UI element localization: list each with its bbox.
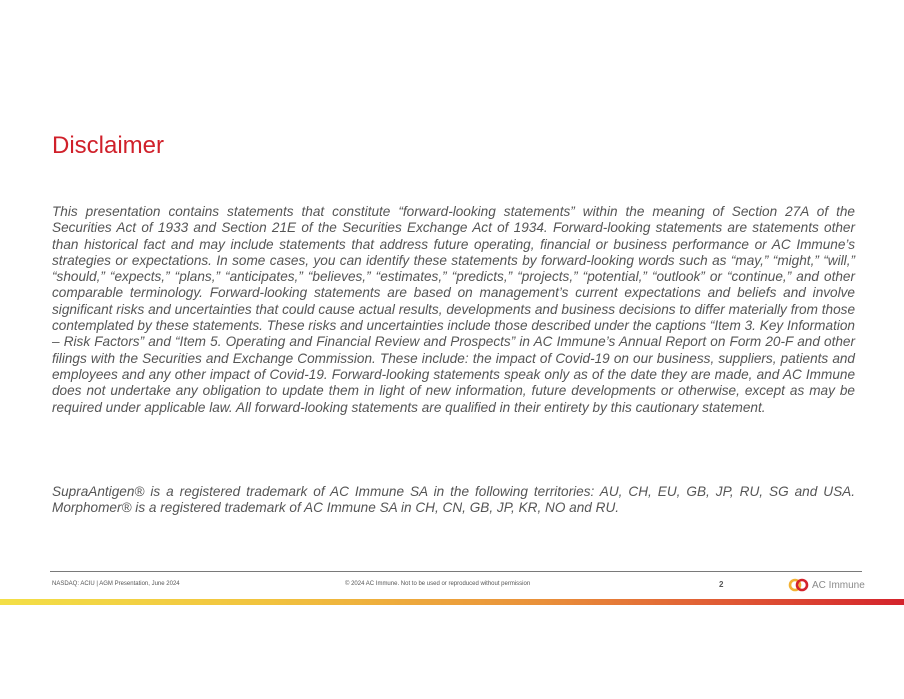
footer-event-label: NASDAQ: ACIU | AGM Presentation, June 2024 — [52, 581, 180, 587]
slide-title: Disclaimer — [52, 132, 165, 159]
page-number: 2 — [719, 580, 724, 589]
company-logo — [788, 577, 865, 593]
footer-divider — [50, 571, 862, 572]
disclaimer-paragraph: This presentation contains statements that constitute “forward-looking statements” within the meaning of Section 27A of the Securities Act of 1933 and Section 21E of the Securities Exchange Act of 1934. Forward-looking statements are statements other than historical fact and may include statements that address future operating, financial or business performance or AC Immune’s strategies or expectations. In some cases, you can identify these statements by forward-looking words such as “may,” “might,” “will,” “should,” “expects,” “plans,” “anticipates,” “believes,” “estimates,” “predicts,” “projects,” “potential,” “outlook” or “continue,” and other comparable terminology. Forward-looking statements are based on management’s current expectations and beliefs and involve significant risks and uncertainties that could cause actual results, developments and business decisions to differ materially from those contemplated by these statements. These risks and uncertainties include those described under the captions “Item 3. Key Information – Risk Factors” and “Item 5. Operating and Financial Review and Prospects” in AC Immune’s Annual Report on Form 20-F and other filings with the Securities and Exchange Commission. These include: the impact of Covid-19 on our business, suppliers, patients and employees and any other impact of Covid-19. Forward-looking statements speak only as of the date they are made, and AC Immune does not undertake any obligation to update them in light of new information, future developments or otherwise, except as may be required under applicable law. All forward-looking statements are qualified in their entirety by this cautionary statement. — [52, 204, 855, 415]
logo-wordmark: AC Immune — [812, 579, 865, 591]
footer-copyright: © 2024 AC Immune. Not to be used or reproduced without permission — [345, 581, 531, 587]
ac-immune-logo-icon — [788, 578, 810, 592]
trademark-paragraph: SupraAntigen® is a registered trademark of AC Immune SA in the following territories: AU, CH, EU, GB, JP, RU, SG and USA. Morphomer® is a registered trademark of AC Immune SA in CH, CN, GB, JP, KR, NO and RU. — [52, 484, 855, 516]
footer-gradient-bar — [0, 599, 904, 605]
